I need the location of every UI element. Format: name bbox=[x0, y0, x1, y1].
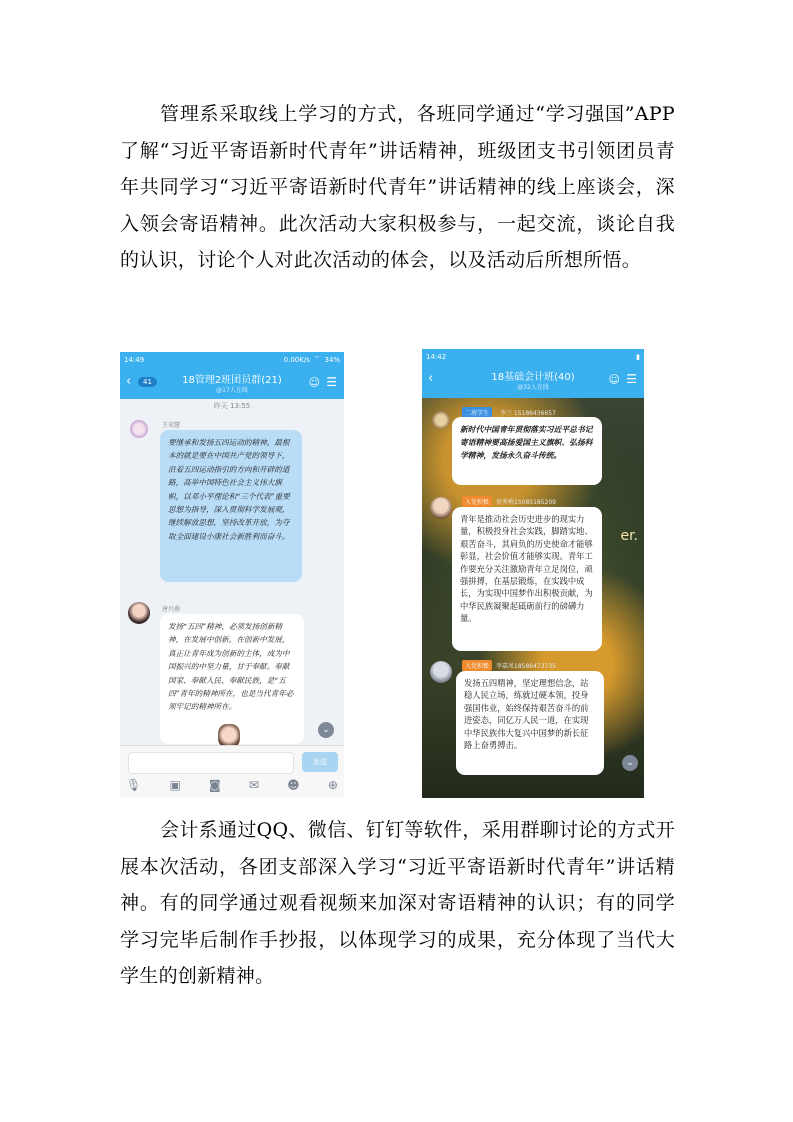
sender-name: 王荣慧 bbox=[162, 422, 181, 429]
chat-title: 18基础会计班(40) bbox=[491, 372, 575, 383]
send-button[interactable]: 发送 bbox=[302, 752, 338, 772]
avatar[interactable] bbox=[430, 497, 452, 519]
image-icon[interactable]: ▣ bbox=[169, 778, 181, 792]
message-bubble[interactable]: 发扬五四精神，坚定理想信念，站稳人民立场，练就过硬本领，投身强国伟业，始终保持艰苦奋斗的前进姿态，同亿万人民一道，在实现中华民族伟大复兴中国梦的新长征路上奋勇搏击。 bbox=[456, 671, 604, 775]
chat-subtitle: @17人在线 bbox=[216, 387, 248, 394]
avatar[interactable] bbox=[128, 602, 150, 624]
avatar[interactable] bbox=[430, 661, 452, 683]
chat-title: 18管理2班团员群(21) bbox=[182, 375, 282, 386]
status-time: 14:49 bbox=[124, 355, 145, 364]
group-app-icon[interactable]: ☺ bbox=[308, 376, 320, 389]
message-bubble[interactable]: 要继承和发扬五四运动的精神，最根本的就是要在中国共产党的领导下，沿着五四运动指引的方向和开辟的道路，高举中国特色社会主义伟大旗帜，以邓小平理论和“三个代表”重要思想为指导，深入贯彻科学发展观，继续解放思想，坚持改革开放，为夺取全面建设小康社会新胜利而奋斗。 bbox=[160, 430, 302, 582]
plus-icon[interactable]: ⊕ bbox=[327, 778, 338, 792]
background-watermark: er. bbox=[620, 528, 638, 544]
unread-badge: 41 bbox=[138, 377, 157, 387]
scroll-down-icon[interactable]: ⌄ bbox=[622, 755, 638, 771]
chat-titlebar bbox=[422, 364, 644, 398]
message-input[interactable] bbox=[128, 752, 294, 774]
scroll-down-icon[interactable]: ⌄ bbox=[318, 722, 334, 738]
toolbar bbox=[126, 778, 338, 792]
qq-screenshot-accounting bbox=[422, 349, 644, 798]
message-bubble[interactable]: 发扬“五四”精神，必须发扬创新精神，在发展中创新，在创新中发展，真正让青年成为创新的主体，成为中国振兴的中坚力量，甘于奉献。奉献国家、奉献人民、奉献民族，是“五四”青年的精神所在，也是当代青年必须牢记的精神所在。 bbox=[160, 614, 304, 744]
status-bar bbox=[120, 352, 344, 367]
chat-titlebar bbox=[120, 367, 344, 399]
avatar[interactable] bbox=[130, 420, 148, 438]
back-arrow-icon[interactable]: ‹ bbox=[126, 374, 132, 389]
sender-name: 李兰 15186436657 bbox=[500, 410, 556, 417]
camera-icon[interactable]: ◙ bbox=[209, 778, 221, 792]
back-arrow-icon[interactable]: ‹ bbox=[428, 371, 434, 386]
status-time: 14:42 bbox=[426, 352, 447, 361]
menu-icon[interactable]: ☰ bbox=[326, 375, 337, 389]
chat-subtitle: @32人在线 bbox=[517, 384, 549, 391]
paragraph-accounting: 会计系通过QQ、微信、钉钉等软件，采用群聊讨论的方式开展本次活动，各团支部深入学习“习近平寄语新时代青年”讲话精神。有的同学通过观看视频来加深对寄语精神的认识；有的同学学习完毕后制作手抄报，以体现学习的成果，充分体现了当代大学生的创新精神。 bbox=[120, 819, 675, 987]
status-bar bbox=[422, 349, 644, 364]
member-title-badge: 二班学生 bbox=[462, 407, 492, 418]
sender-name: 徐秀梅15085185209 bbox=[496, 499, 556, 506]
sender-name: 唐兴燕 bbox=[162, 606, 181, 613]
chat-timestamp: 昨天 13:55 bbox=[213, 402, 251, 410]
avatar[interactable] bbox=[432, 411, 450, 429]
member-title-badge: 入党积极 bbox=[462, 660, 492, 671]
member-title-badge: 入党积极 bbox=[462, 496, 492, 507]
paragraph-management: 管理系采取线上学习的方式，各班同学通过“学习强国”APP了解“习近平寄语新时代青年”讲话精神，班级团支书引领团员青年共同学习“习近平寄语新时代青年”讲话精神的线上座谈会，深入领会寄语精神。此次活动大家积极参与，一起交流，谈论自我的认识，讨论个人对此次活动的体会，以及活动后所想所悟。 bbox=[120, 103, 675, 271]
message-bubble[interactable]: 新时代中国青年贯彻落实习近平总书记寄语精神要高扬爱国主义旗帜、弘扬科学精神，发扬永久奋斗传统。 bbox=[452, 417, 602, 485]
input-bar bbox=[120, 745, 344, 798]
sender-name: 李嘉凤18586473735 bbox=[496, 663, 556, 670]
emoji-icon[interactable]: ☻ bbox=[287, 778, 300, 792]
menu-icon[interactable]: ☰ bbox=[626, 372, 637, 386]
qq-screenshot-management bbox=[120, 352, 344, 798]
group-app-icon[interactable]: ☺ bbox=[608, 373, 620, 386]
message-bubble[interactable]: 青年是推动社会历史进步的现实力量，积极投身社会实践，脚踏实地、艰苦奋斗，其肩负的历史使命才能够彰显，社会价值才能够实现。青年工作要充分关注激励青年立足岗位，顽强拼搏，在基层锻炼，在实践中成长，为实现中国梦作出积极贡献，为中华民族凝聚起砥砺前行的磅礴力量。 bbox=[452, 507, 602, 651]
status-speed: 0.00K/s bbox=[283, 355, 310, 364]
gift-icon[interactable]: ✉ bbox=[248, 778, 259, 792]
battery-icon: ▮ bbox=[636, 352, 640, 361]
wifi-icon: ⌔ bbox=[313, 355, 321, 363]
microphone-icon[interactable]: 🎙 bbox=[126, 778, 142, 792]
status-battery: 34% bbox=[324, 355, 340, 364]
